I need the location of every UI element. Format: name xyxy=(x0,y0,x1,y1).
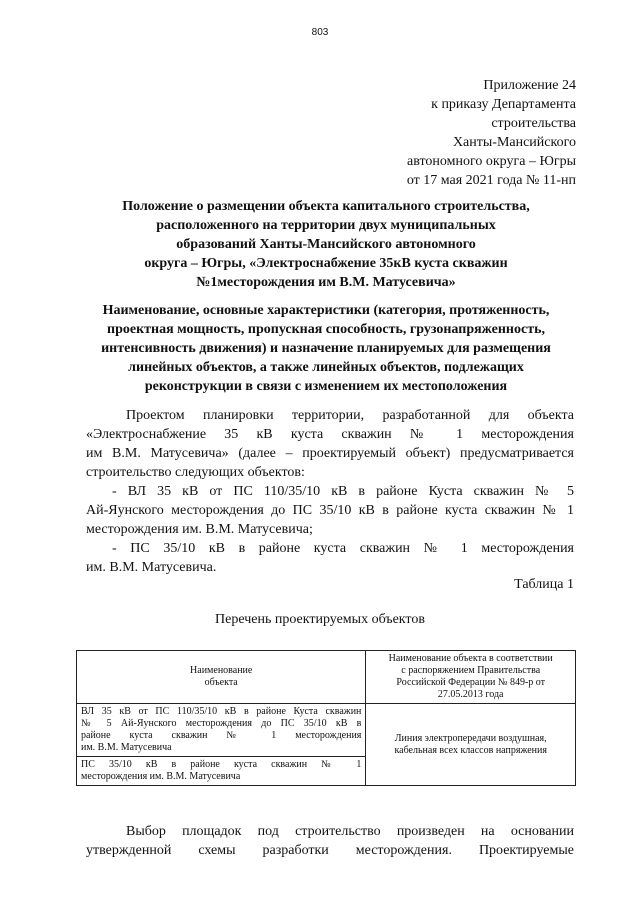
paragraph-line: месторождения им. В.М. Матусевича; xyxy=(86,522,313,537)
header-line: Российской Федерации № 849-р от xyxy=(396,677,546,688)
paragraph-line: им. В.М. Матусевича. xyxy=(86,560,217,575)
paragraph-line: - ПС 35/10 кВ в районе куста скважин № 1 месторождения xyxy=(112,541,574,556)
cell-line: ПС 35/10 кВ в районе куста скважин № 1 xyxy=(81,759,362,770)
title-line: №1месторождения им В.М. Матусевича» xyxy=(196,275,456,290)
heading-line: линейных объектов, а также линейных объектов, подлежащих xyxy=(128,360,524,375)
heading-line: Наименование, основные характеристики (категория, протяженность, xyxy=(102,303,550,318)
table-header-row xyxy=(77,651,576,704)
document-title xyxy=(64,197,588,292)
cell-line: Линия электропередачи воздушная, xyxy=(394,732,547,744)
title-line: расположенного на территории двух муниципальных xyxy=(156,218,496,233)
table-cell xyxy=(77,757,366,786)
heading-line: проектная мощность, пропускная способность, грузонапряженность, xyxy=(107,322,545,337)
cell-line: районе куста скважин № 1 месторождения xyxy=(81,730,362,741)
list-item-substation xyxy=(86,539,574,577)
paragraph-line: Проектом планировки территории, разработанной для объекта xyxy=(126,408,574,423)
table-cell-merged xyxy=(366,704,576,786)
appendix-line: строительства xyxy=(491,116,576,131)
appendix-line: Ханты-Мансийского xyxy=(452,135,576,150)
table-label: Таблица 1 xyxy=(514,577,574,592)
cell-line: № 5 Ай-Яунского месторождения до ПС 35/10 кВ в xyxy=(81,718,362,729)
cell-line: кабельная всех классов напряжения xyxy=(394,744,547,756)
section-heading xyxy=(64,301,588,396)
objects-table xyxy=(76,650,576,786)
heading-line: интенсивность движения) и назначение планируемых для размещения xyxy=(101,341,551,356)
page-number: 803 xyxy=(311,27,329,38)
appendix-header xyxy=(407,76,576,190)
cell-line: месторождения им. В.М. Матусевича xyxy=(81,771,241,782)
cell-line: ВЛ 35 кВ от ПС 110/35/10 кВ в районе Куста скважин xyxy=(81,706,362,717)
cell-line: им. В.М. Матусевича xyxy=(81,742,172,753)
paragraph-line: строительство следующих объектов: xyxy=(86,465,305,480)
appendix-line: от 17 мая 2021 года № 11-нп xyxy=(406,173,576,188)
appendix-line: Приложение 24 xyxy=(483,78,576,93)
title-line: образований Ханты-Мансийского автономного xyxy=(176,237,476,252)
table-row xyxy=(77,704,576,757)
table-cell xyxy=(77,704,366,757)
paragraph-line: Ай-Яунского месторождения до ПС 35/10 кВ в районе куста скважин № 1 xyxy=(86,503,574,518)
table-header-cell xyxy=(366,651,576,704)
paragraph-line: им В.М. Матусевича» (далее – проектируемый объект) предусматривается xyxy=(86,446,574,461)
list-item-power-line xyxy=(86,482,574,539)
appendix-line: к приказу Департамента xyxy=(431,97,576,112)
table-caption: Перечень проектируемых объектов xyxy=(215,612,425,627)
paragraph-line: утвержденной схемы разработки месторождения. Проектируемые xyxy=(86,843,574,858)
header-line: 27.05.2013 года xyxy=(437,689,504,700)
header-line: Наименование объекта в соответствии xyxy=(388,653,553,664)
title-line: округа – Югры, «Электроснабжение 35кВ куста скважин xyxy=(144,256,508,271)
paragraph-line: Выбор площадок под строительство произведен на основании xyxy=(126,824,574,839)
body-paragraph xyxy=(86,406,574,482)
paragraph-line: «Электроснабжение 35 кВ куста скважин № 1 месторождения xyxy=(86,427,574,442)
title-line: Положение о размещении объекта капитального строительства, xyxy=(122,199,530,214)
paragraph-line: - ВЛ 35 кВ от ПС 110/35/10 кВ в районе Куста скважин № 5 xyxy=(112,484,574,499)
header-line: с распоряжением Правительства xyxy=(401,665,541,676)
header-text: Наименование объекта xyxy=(190,665,253,688)
closing-paragraph xyxy=(86,822,574,860)
appendix-line: автономного округа – Югры xyxy=(407,154,576,169)
table-header-cell xyxy=(77,651,366,704)
heading-line: реконструкции в связи с изменением их местоположения xyxy=(144,379,508,394)
